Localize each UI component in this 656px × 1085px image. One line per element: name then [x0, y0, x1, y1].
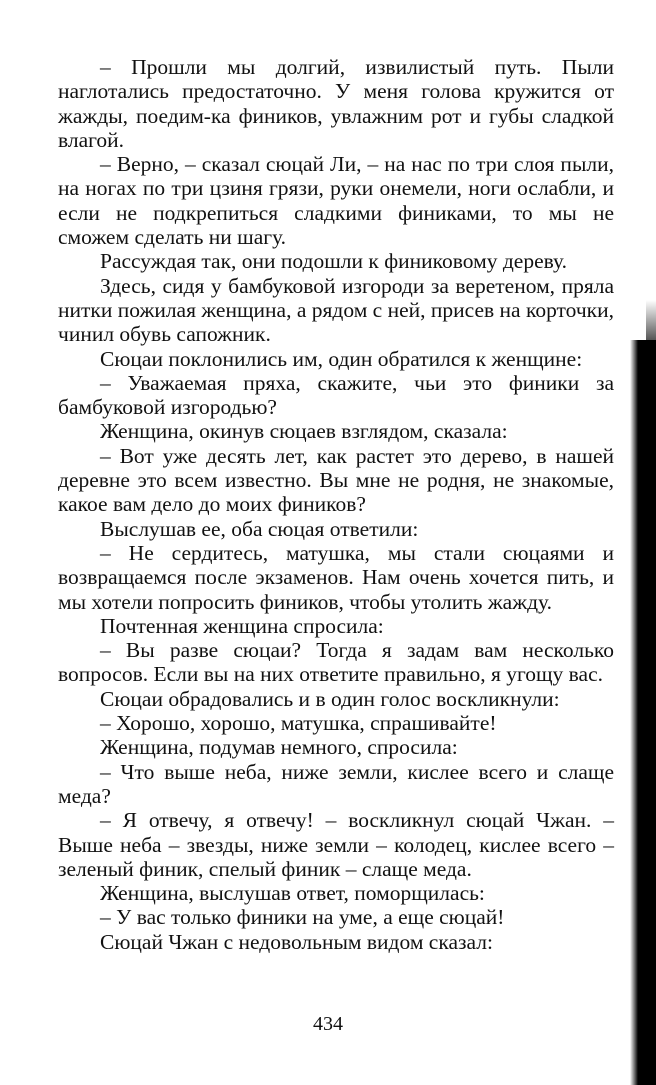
- paragraph: Женщина, подумав немного, спросила:: [100, 735, 458, 760]
- paragraph: Почтенная женщина спросила:: [100, 613, 384, 638]
- paragraph: – Что выше неба, ниже земли, кислее всего и слаще меда?: [58, 759, 614, 808]
- page-text: [58, 55, 614, 954]
- scan-shadow-edge: [630, 340, 656, 1085]
- paragraph: Сюцаи поклонились им, один обратился к женщине:: [100, 346, 583, 371]
- paragraph: Здесь, сидя у бамбуковой изгороди за веретеном, пряла нитки пожилая женщина, а рядом с ней, присев на корточки, чинил обувь сапожник.: [58, 273, 614, 347]
- paragraph: – Я отвечу, я отвечу! – воскликнул сюцай Чжан. – Выше неба – звезды, ниже земли – колодец, кислее всего – зеленый финик, спелый финик – слаще меда.: [58, 808, 614, 881]
- paragraph: Сюцай Чжан с недовольным видом сказал:: [100, 929, 493, 954]
- paragraph: – Не сердитесь, матушка, мы стали сюцаями и возвращаемся после экзаменов. Нам очень хочется пить, и мы хотели попросить фиников, чтобы утолить жажду.: [58, 540, 614, 614]
- paragraph: Женщина, выслушав ответ, поморщилась:: [100, 881, 485, 906]
- paragraph: – Прошли мы долгий, извилистый путь. Пыли наглотались предостаточно. У меня голова кружится от жажды, поедим-ка фиников, увлажним рот и губы сладкой влагой.: [58, 55, 614, 152]
- paragraph: Выслушав ее, оба сюцая ответили:: [100, 516, 419, 541]
- paragraph: – Хорошо, хорошо, матушка, спрашивайте!: [100, 711, 497, 736]
- paragraph: Сюцаи обрадовались и в один голос воскликнули:: [100, 686, 560, 711]
- paragraph: – Уважаемая пряха, скажите, чьи это финики за бамбуковой изгородью?: [58, 370, 614, 420]
- paragraph: Рассуждая так, они подошли к финиковому дереву.: [100, 249, 568, 274]
- paragraph: – Вот уже десять лет, как растет это дерево, в нашей деревне это всем известно. Вы мне не родня, не знакомые, какое вам дело до моих фиников?: [58, 443, 614, 517]
- paragraph: – У вас только финики на уме, а еще сюцай!: [100, 905, 505, 930]
- paragraph: Женщина, окинув сюцаев взглядом, сказала:: [100, 419, 508, 444]
- page-number: 434: [313, 1013, 343, 1035]
- paragraph: – Верно, – сказал сюцай Ли, – на нас по три слоя пыли, на ногах по три цзиня грязи, руки онемели, ноги ослабли, и если не подкрепиться сладкими финиками, то мы не сможем сделать ни шагу.: [58, 152, 614, 250]
- paragraph: – Вы разве сюцаи? Тогда я задам вам несколько вопросов. Если вы на них ответите правильно, я угощу вас.: [58, 638, 614, 687]
